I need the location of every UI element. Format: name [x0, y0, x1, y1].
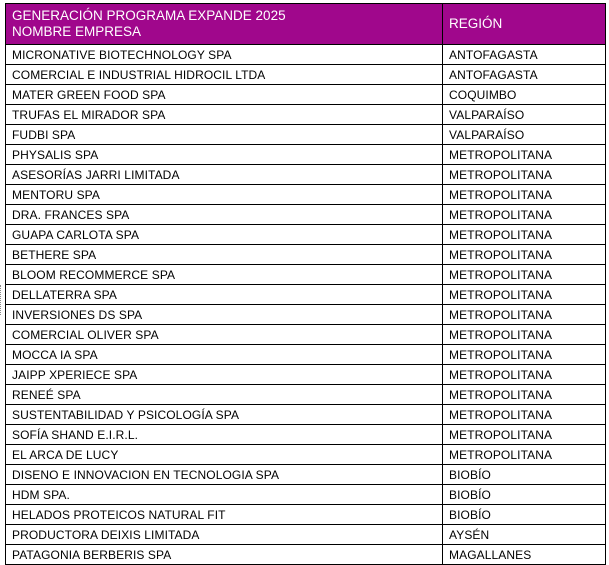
company-name-cell: MATER GREEN FOOD SPA — [6, 85, 443, 105]
page-edge-marker — [0, 285, 4, 315]
table-row — [6, 85, 606, 105]
region-cell: BIOBÍO — [443, 465, 606, 485]
company-name-cell: PHYSALIS SPA — [6, 145, 443, 165]
region-cell: VALPARAÍSO — [443, 105, 606, 125]
company-name-cell: BETHERE SPA — [6, 245, 443, 265]
table-row — [6, 405, 606, 425]
table-row — [6, 425, 606, 445]
company-name-cell: SUSTENTABILIDAD Y PSICOLOGÍA SPA — [6, 405, 443, 425]
region-cell: METROPOLITANA — [443, 405, 606, 425]
company-name-cell: COMERCIAL E INDUSTRIAL HIDROCIL LTDA — [6, 65, 443, 85]
region-cell: METROPOLITANA — [443, 265, 606, 285]
region-cell: BIOBÍO — [443, 505, 606, 525]
table-row — [6, 205, 606, 225]
company-region-table — [5, 3, 606, 565]
table-row — [6, 65, 606, 85]
company-name-cell: RENEÉ SPA — [6, 385, 443, 405]
company-name-cell: MOCCA IA SPA — [6, 345, 443, 365]
region-cell: METROPOLITANA — [443, 165, 606, 185]
table-row — [6, 445, 606, 465]
region-cell: METROPOLITANA — [443, 145, 606, 165]
region-cell: METROPOLITANA — [443, 385, 606, 405]
region-cell: METROPOLITANA — [443, 205, 606, 225]
company-name-cell: GUAPA CARLOTA SPA — [6, 225, 443, 245]
region-cell: METROPOLITANA — [443, 225, 606, 245]
company-name-cell: DELLATERRA SPA — [6, 285, 443, 305]
region-cell: METROPOLITANA — [443, 445, 606, 465]
company-name-cell: COMERCIAL OLIVER SPA — [6, 325, 443, 345]
region-cell: METROPOLITANA — [443, 365, 606, 385]
region-cell: METROPOLITANA — [443, 325, 606, 345]
company-name-cell: EL ARCA DE LUCY — [6, 445, 443, 465]
company-name-cell: PATAGONIA BERBERIS SPA — [6, 545, 443, 565]
company-table-sheet — [5, 3, 605, 565]
table-row — [6, 465, 606, 485]
company-name-cell: HELADOS PROTEICOS NATURAL FIT — [6, 505, 443, 525]
table-row — [6, 265, 606, 285]
table-header-row — [6, 4, 606, 45]
table-row — [6, 305, 606, 325]
company-name-cell: HDM SPA. — [6, 485, 443, 505]
company-name-cell: MICRONATIVE BIOTECHNOLOGY SPA — [6, 45, 443, 65]
table-row — [6, 485, 606, 505]
region-cell: VALPARAÍSO — [443, 125, 606, 145]
company-name-cell: SOFÍA SHAND E.I.R.L. — [6, 425, 443, 445]
region-cell: METROPOLITANA — [443, 345, 606, 365]
company-name-cell: DRA. FRANCES SPA — [6, 205, 443, 225]
region-cell: METROPOLITANA — [443, 185, 606, 205]
region-cell: ANTOFAGASTA — [443, 65, 606, 85]
table-row — [6, 385, 606, 405]
table-row — [6, 505, 606, 525]
region-cell: METROPOLITANA — [443, 305, 606, 325]
region-cell: BIOBÍO — [443, 485, 606, 505]
region-cell: AYSÉN — [443, 525, 606, 545]
table-row — [6, 545, 606, 565]
company-name-cell: ASESORÍAS JARRI LIMITADA — [6, 165, 443, 185]
region-cell: METROPOLITANA — [443, 285, 606, 305]
table-row — [6, 325, 606, 345]
header-program-title: GENERACIÓN PROGRAMA EXPANDE 2025 — [12, 8, 286, 23]
table-row — [6, 365, 606, 385]
table-row — [6, 45, 606, 65]
company-name-cell: FUDBI SPA — [6, 125, 443, 145]
table-row — [6, 345, 606, 365]
company-name-cell: INVERSIONES DS SPA — [6, 305, 443, 325]
table-row — [6, 125, 606, 145]
header-company — [6, 4, 443, 45]
company-name-cell: TRUFAS EL MIRADOR SPA — [6, 105, 443, 125]
table-row — [6, 225, 606, 245]
company-name-cell: BLOOM RECOMMERCE SPA — [6, 265, 443, 285]
table-row — [6, 145, 606, 165]
region-cell: ANTOFAGASTA — [443, 45, 606, 65]
company-name-cell: PRODUCTORA DEIXIS LIMITADA — [6, 525, 443, 545]
region-cell: MAGALLANES — [443, 545, 606, 565]
table-row — [6, 105, 606, 125]
region-cell: METROPOLITANA — [443, 245, 606, 265]
company-name-cell: DISENO E INNOVACION EN TECNOLOGIA SPA — [6, 465, 443, 485]
header-company-name: NOMBRE EMPRESA — [12, 24, 142, 39]
table-row — [6, 165, 606, 185]
region-cell: METROPOLITANA — [443, 425, 606, 445]
table-row — [6, 285, 606, 305]
region-cell: COQUIMBO — [443, 85, 606, 105]
header-region: REGIÓN — [443, 4, 606, 45]
company-name-cell: MENTORU SPA — [6, 185, 443, 205]
table-row — [6, 525, 606, 545]
table-body — [6, 45, 606, 565]
table-row — [6, 245, 606, 265]
company-name-cell: JAIPP XPERIECE SPA — [6, 365, 443, 385]
table-row — [6, 185, 606, 205]
